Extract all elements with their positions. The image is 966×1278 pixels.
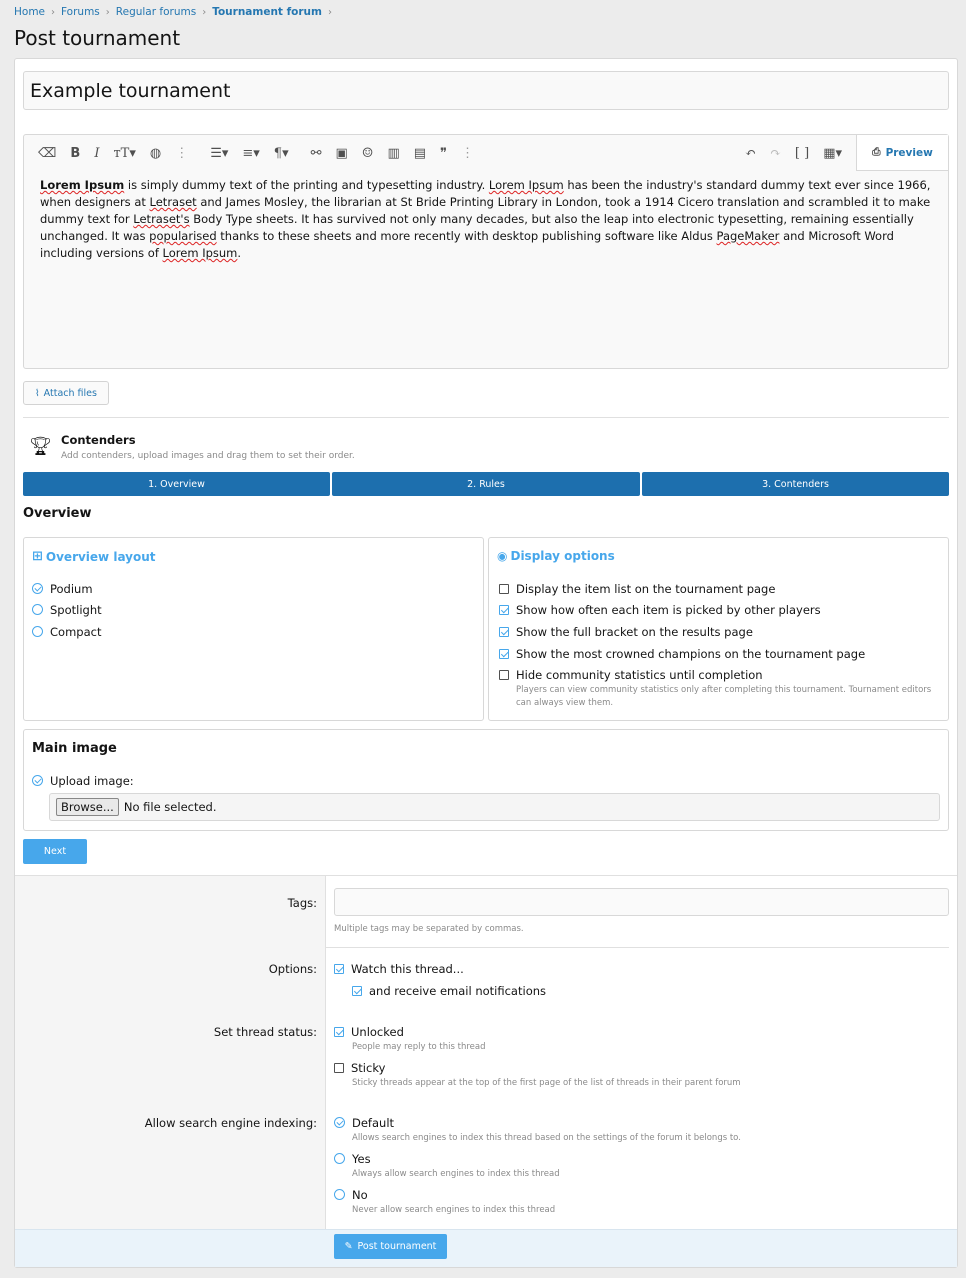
display-option-pick-rate[interactable] (499, 603, 821, 617)
quote-icon[interactable]: ❞ (440, 145, 448, 161)
checkbox-icon[interactable] (334, 1063, 344, 1073)
step-overview-tab[interactable]: 1. Overview (23, 472, 330, 496)
label-column (15, 876, 326, 1229)
upload-image-option[interactable] (32, 774, 134, 788)
options-label: Options: (268, 962, 317, 976)
display-option-hide-stats[interactable] (499, 668, 763, 682)
media-icon[interactable]: ▤ (413, 145, 427, 161)
option-label: Display the item list on the tournament page (516, 582, 776, 596)
indexing-no-option[interactable] (334, 1188, 368, 1202)
option-label: Show the most crowned champions on the tournament page (516, 647, 866, 661)
chevron-right-icon: › (51, 6, 56, 18)
chevron-right-icon: › (105, 6, 110, 18)
contenders-title: Contenders (61, 433, 136, 447)
file-status: No file selected. (123, 800, 217, 814)
layout-option-spotlight[interactable] (32, 603, 102, 617)
editor-text: has been the industry's standard dummy text ever since 1966, when designers at (40, 178, 931, 209)
layout-option-compact[interactable] (32, 625, 101, 639)
email-notifications-option[interactable] (352, 984, 546, 998)
editor-text: Lorem Ipsum (488, 178, 564, 192)
layout-option-podium[interactable] (32, 582, 93, 596)
option-label: Spotlight (50, 603, 102, 617)
bold-icon[interactable]: B (70, 145, 81, 161)
editor-text: PageMaker (716, 229, 780, 243)
indexing-default-option[interactable] (334, 1116, 394, 1130)
drafts-icon[interactable]: ▦▾ (823, 145, 842, 161)
editor-content[interactable] (40, 177, 936, 262)
rich-text-editor[interactable] (23, 134, 949, 369)
display-options-box (488, 537, 949, 721)
editor-text: thanks to these sheets and more recently with desktop publishing software like Aldus (216, 229, 717, 243)
paperclip-icon: ⌇ (35, 387, 40, 399)
editor-text: Letraset (149, 195, 197, 209)
option-label: and receive email notifications (369, 984, 547, 998)
chart-icon[interactable]: ▥ (387, 145, 400, 161)
overview-heading: Overview (23, 506, 92, 521)
paragraph-icon[interactable]: ¶▾ (273, 145, 289, 161)
text-size-icon[interactable]: тT▾ (113, 145, 136, 161)
undo-icon[interactable]: ↶ (745, 145, 756, 161)
sticky-option[interactable] (334, 1061, 385, 1075)
next-button[interactable]: Next (23, 839, 87, 864)
breadcrumb-current[interactable]: Tournament forum (212, 6, 322, 18)
contenders-subtitle: Add contenders, upload images and drag them to set their order. (61, 451, 355, 461)
indexing-no-hint: Never allow search engines to index this thread (352, 1205, 556, 1215)
option-label: Yes (352, 1152, 371, 1166)
hide-stats-hint: Players can view community statistics only after completing this tournament. Tournament editors can always view them. (516, 685, 932, 708)
indexing-yes-hint: Always allow search engines to index this thread (352, 1169, 560, 1179)
display-option-bracket[interactable] (499, 625, 753, 639)
checkbox-checked-icon[interactable] (499, 649, 509, 659)
bbcode-icon[interactable]: [ ] (794, 145, 810, 161)
overview-layout-box (23, 537, 484, 721)
chevron-right-icon: › (202, 6, 207, 18)
tags-input[interactable] (334, 888, 949, 916)
editor-text: Lorem Ipsum (162, 246, 238, 260)
list-icon[interactable]: ☰▾ (210, 145, 229, 161)
option-label: Hide community statistics until completion (516, 668, 763, 682)
attach-files-button[interactable] (23, 381, 109, 405)
option-label: Show the full bracket on the results page (516, 625, 753, 639)
editor-text: . (237, 246, 242, 260)
radio-checked-icon[interactable] (32, 775, 43, 786)
attach-files-label: Attach files (43, 387, 97, 399)
editor-text: Body Type sheets. It has survived not only many decades, but also the leap into electronic typesetting, remaining essentially unchanged. It was (40, 212, 914, 243)
align-icon[interactable]: ≡▾ (242, 145, 260, 161)
breadcrumb-regular-forums[interactable]: Regular forums (115, 6, 197, 18)
radio-icon[interactable] (32, 604, 43, 615)
tags-label: Tags: (287, 896, 317, 910)
link-icon[interactable]: ⚯ (310, 145, 322, 161)
overview-layout-title (32, 549, 156, 564)
eraser-icon[interactable]: ⌫ (38, 145, 57, 161)
checkbox-checked-icon[interactable] (499, 627, 509, 637)
option-label: Unlocked (351, 1025, 404, 1039)
radio-icon[interactable] (32, 626, 43, 637)
form-footer (15, 1229, 957, 1267)
checkbox-icon[interactable] (499, 670, 509, 680)
thread-status-label: Set thread status: (213, 1025, 317, 1039)
upload-image-label: Upload image: (50, 774, 134, 788)
chevron-right-icon: › (327, 6, 332, 18)
checkbox-checked-icon[interactable] (334, 964, 344, 974)
more-options-icon[interactable]: ⋮ (175, 145, 189, 161)
tags-hint: Multiple tags may be separated by commas. (334, 924, 524, 934)
radio-checked-icon[interactable] (334, 1117, 345, 1128)
unlocked-option[interactable] (334, 1025, 404, 1039)
option-label: Show how often each item is picked by other players (516, 603, 821, 617)
option-label: Sticky (351, 1061, 386, 1075)
post-tournament-button[interactable] (334, 1234, 447, 1259)
more-insert-icon[interactable]: ⋮ (461, 145, 475, 161)
page-title: Post tournament (14, 26, 181, 50)
checkbox-icon[interactable] (499, 584, 509, 594)
step-rules-tab[interactable]: 2. Rules (332, 472, 640, 496)
breadcrumb-home[interactable]: Home (14, 6, 46, 18)
indexing-default-hint: Allows search engines to index this thread based on the settings of the forum it belongs to. (352, 1133, 741, 1143)
smiley-icon[interactable]: ☺ (361, 145, 374, 161)
redo-icon[interactable]: ↷ (770, 145, 781, 161)
preview-icon: ⎙ (872, 146, 881, 158)
image-icon[interactable]: ▣ (335, 145, 348, 161)
checkbox-checked-icon[interactable] (334, 1027, 344, 1037)
step-contenders-tab[interactable]: 3. Contenders (642, 472, 949, 496)
unlocked-hint: People may reply to this thread (352, 1042, 486, 1052)
palette-icon[interactable]: ◍ (149, 145, 162, 161)
breadcrumb-forums[interactable]: Forums (61, 6, 100, 18)
editor-text: and James Mosley, the librarian at St Bride Printing Library in London, took a 1914 Cicero translation and scrambled it to make dummy text for (40, 195, 931, 226)
trophy-icon: 🏆︎ (29, 436, 52, 457)
preview-button[interactable] (856, 135, 948, 171)
breadcrumb (14, 6, 338, 18)
indexing-label: Allow search engine indexing: (144, 1116, 317, 1130)
display-options-label: Display options (510, 549, 615, 563)
italic-icon[interactable]: I (94, 145, 100, 161)
option-label: Compact (50, 625, 102, 639)
editor-toolbar (24, 135, 948, 171)
preview-label: Preview (885, 146, 933, 159)
option-label: Watch this thread... (351, 962, 464, 976)
option-label: Podium (50, 582, 93, 596)
sticky-hint: Sticky threads appear at the top of the first page of the list of threads in their parent forum (352, 1078, 741, 1088)
radio-checked-icon[interactable] (32, 583, 43, 594)
radio-icon[interactable] (334, 1153, 345, 1164)
display-option-champions[interactable] (499, 647, 865, 661)
edit-icon: ✎ (344, 1241, 353, 1252)
radio-icon[interactable] (334, 1189, 345, 1200)
editor-text: popularised (149, 229, 217, 243)
watch-thread-option[interactable] (334, 962, 464, 976)
editor-text: and Microsoft Word including versions of (40, 229, 894, 260)
option-label: No (352, 1188, 368, 1202)
editor-text: is simply dummy text of the printing and typesetting industry. (124, 178, 489, 192)
title-input[interactable] (23, 71, 949, 110)
indexing-yes-option[interactable] (334, 1152, 371, 1166)
checkbox-checked-icon[interactable] (499, 605, 509, 615)
display-options-title (497, 549, 615, 563)
eye-icon: ◉ (497, 549, 508, 563)
grid-icon: ⊞ (32, 549, 43, 564)
main-image-title: Main image (32, 741, 117, 756)
option-label: Default (352, 1116, 395, 1130)
overview-layout-label: Overview layout (45, 549, 156, 564)
editor-bold-text: Lorem Ipsum (40, 178, 125, 192)
post-tournament-label: Post tournament (357, 1241, 437, 1252)
checkbox-checked-icon[interactable] (352, 986, 362, 996)
editor-text: Letraset's (133, 212, 190, 226)
divider (326, 947, 949, 948)
file-input[interactable] (49, 793, 940, 821)
display-option-item-list[interactable] (499, 582, 775, 596)
browse-button[interactable]: Browse... (56, 798, 119, 816)
divider (23, 417, 949, 418)
